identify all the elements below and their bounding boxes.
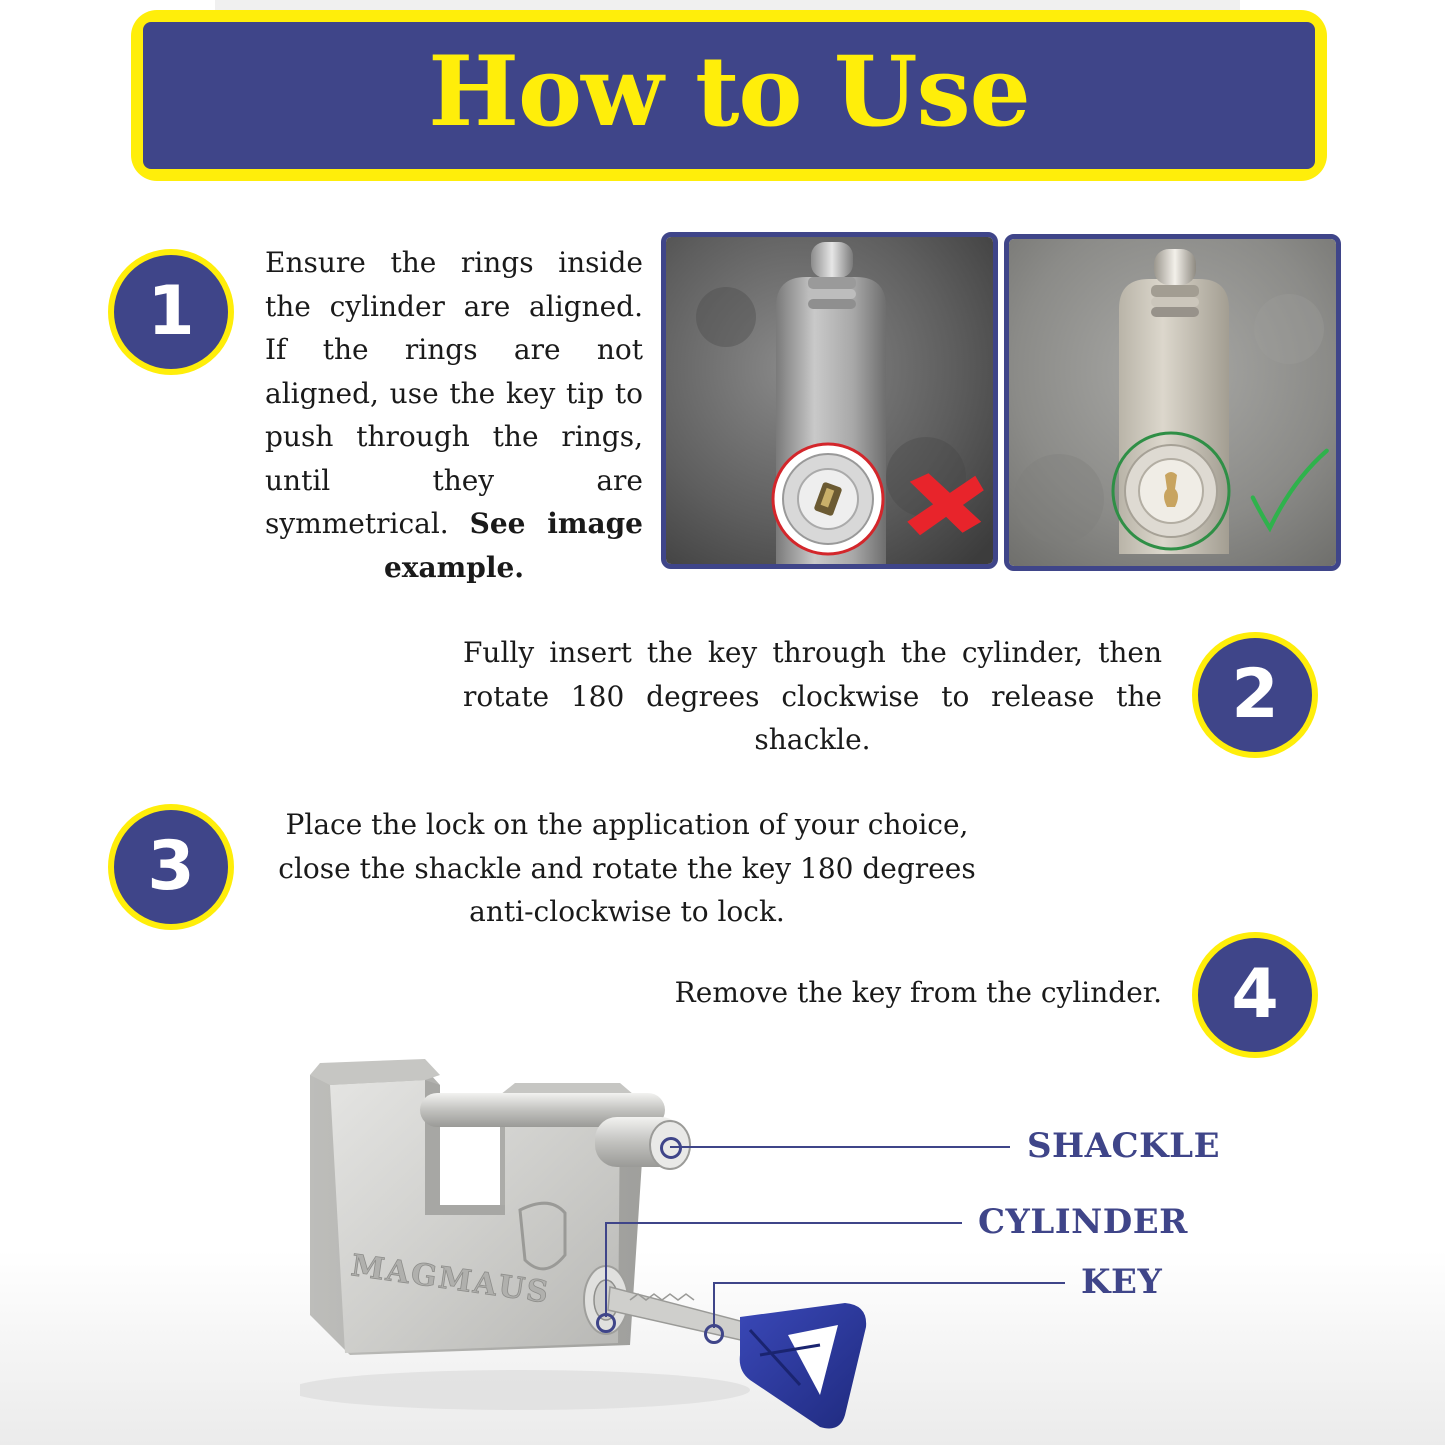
top-fade [215, 0, 1240, 10]
brand-engraving: MAGMAUS [348, 1248, 553, 1311]
page-title: How to Use [428, 34, 1030, 148]
cylinder-leader-vertical [605, 1222, 607, 1317]
step-1-text [265, 241, 643, 589]
step-1-badge [108, 249, 234, 375]
title-banner-inner [143, 22, 1315, 169]
key-label: KEY [1081, 1262, 1163, 1302]
step-3-line-2: close the shackle and rotate the key 180 degrees [278, 851, 976, 885]
key-leader-horizontal [713, 1282, 1065, 1284]
padlock-illustration [300, 1055, 880, 1445]
shackle-leader-dot [660, 1137, 682, 1159]
shackle-label: SHACKLE [1027, 1126, 1220, 1166]
step-2-text: Fully insert the key through the cylinder, then rotate 180 degrees clockwise to release the shackle. [463, 636, 1162, 756]
step-3-line-3: anti-clockwise to lock. [469, 895, 785, 928]
step-4-text: Remove the key from the cylinder. [674, 976, 1162, 1009]
shackle-leader-line [670, 1146, 1010, 1148]
step-3-text [265, 803, 989, 934]
cylinder-leader-dot [596, 1313, 616, 1333]
step-4-badge [1192, 932, 1318, 1058]
cylinder-label: CYLINDER [978, 1202, 1188, 1242]
step-1-emphasis: See image example. [383, 507, 643, 584]
step-1-number: 1 [147, 272, 195, 351]
correct-example-photo [1004, 234, 1341, 571]
step-3-number: 3 [147, 827, 195, 906]
key-leader-vertical [713, 1282, 715, 1328]
step-2-badge [1192, 632, 1318, 758]
step-3-badge [108, 804, 234, 930]
step-2-number: 2 [1231, 655, 1279, 734]
title-banner [131, 10, 1327, 181]
step-4-number: 4 [1231, 955, 1279, 1034]
cylinder-leader-horizontal [605, 1222, 962, 1224]
step-1-body: Ensure the rings inside the cylinder are aligned. If the rings are not aligned, use the key tip to push through the rings, until they are symmetrical. [265, 246, 643, 540]
check-icon [1246, 434, 1331, 544]
cross-icon [898, 469, 993, 537]
key-leader-dot [704, 1324, 724, 1344]
wrong-example-photo [661, 232, 998, 569]
step-3-line-1: Place the lock on the application of your choice, [285, 808, 969, 841]
